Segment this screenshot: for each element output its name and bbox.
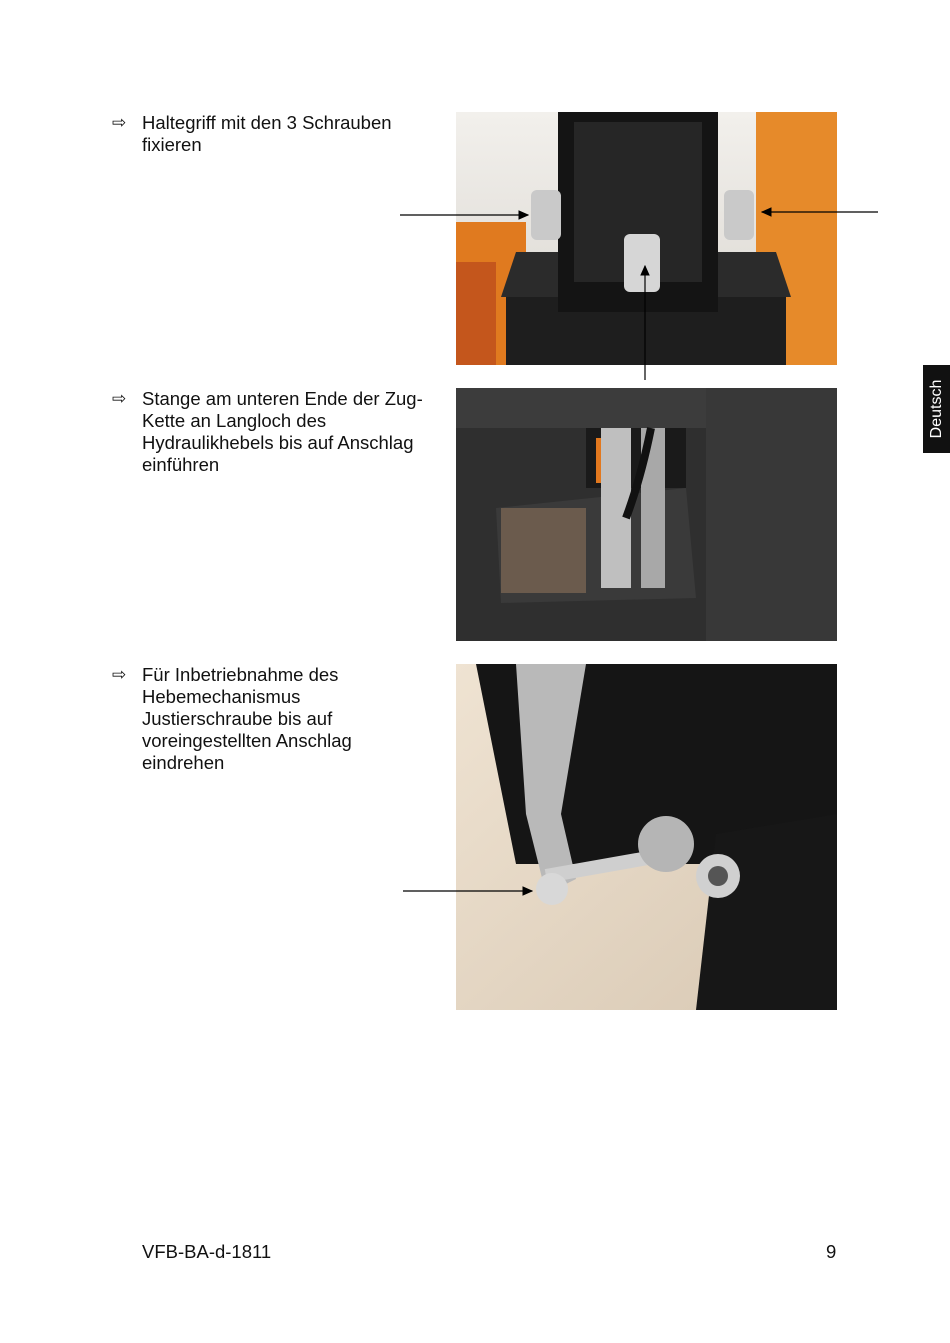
step-1-text: Haltegriff mit den 3 Schrauben fixieren	[142, 112, 392, 155]
step-2-text: Stange am unteren Ende der Zug- Kette an Langloch des Hydraulikhebels bis auf Anschlag einführen	[142, 388, 423, 475]
arrow-right-icon: ⇨	[112, 389, 127, 408]
language-tab-label: Deutsch	[927, 379, 945, 439]
step-3-text: Für Inbetriebnahme des Hebemechanismus Justierschraube bis auf voreingestellten Anschlag eindrehen	[142, 664, 352, 773]
language-tab	[923, 365, 950, 453]
arrow-right-icon: ⇨	[112, 665, 127, 684]
footer-doc-id: VFB-BA-d-1811	[142, 1241, 272, 1262]
arrow-right-icon: ⇨	[112, 113, 127, 132]
footer-page-number: 9	[826, 1241, 837, 1262]
